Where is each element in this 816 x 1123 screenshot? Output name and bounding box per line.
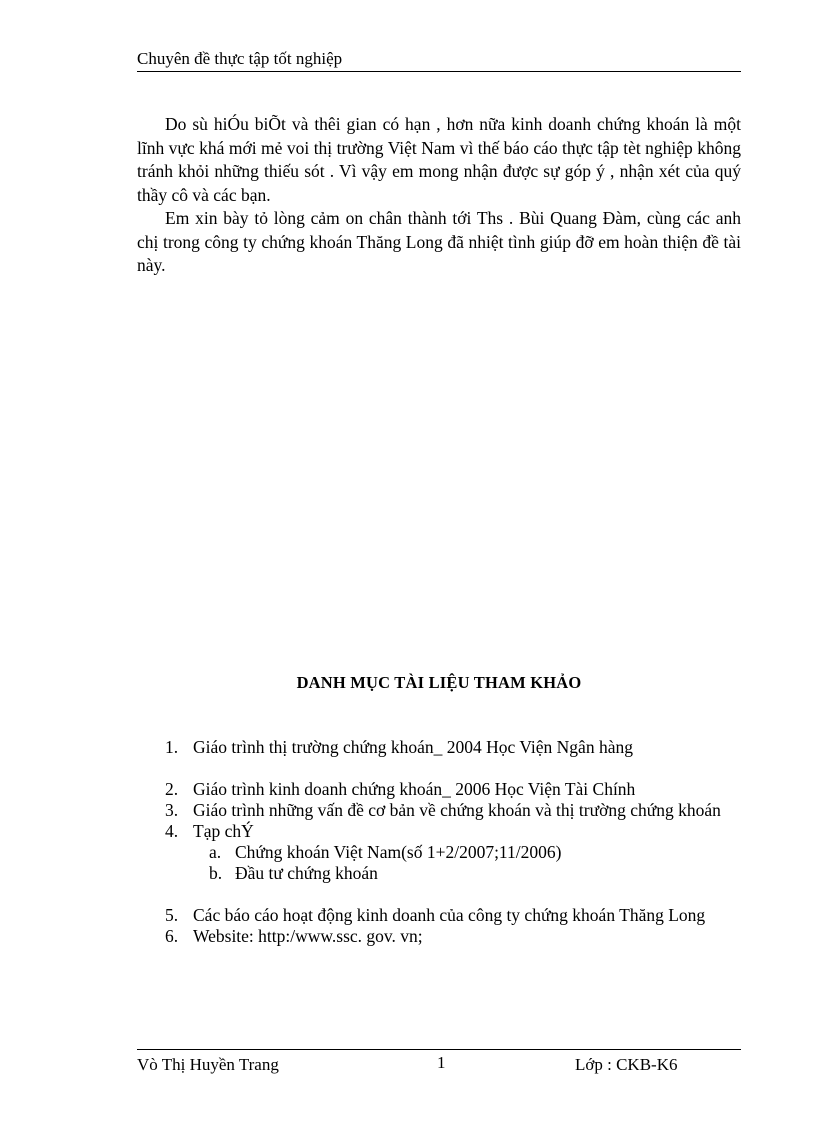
page-header bbox=[137, 48, 741, 72]
reference-subitem bbox=[193, 863, 741, 884]
references-title: DANH MỤC TÀI LIỆU THAM KHẢO bbox=[296, 673, 582, 692]
body-text bbox=[137, 113, 741, 278]
reference-text: Giáo trình những vấn đề cơ bản về chứng khoán và thị trường chứng khoán bbox=[193, 800, 721, 820]
reference-subitem-text: Chứng khoán Việt Nam(số 1+2/2007;11/2006) bbox=[235, 842, 562, 862]
reference-number: 6. bbox=[165, 926, 179, 946]
reference-subitem-letter: a. bbox=[209, 842, 222, 862]
paragraph: Do sù hiÓu biÕt và thêi gian có hạn , hơn nữa kinh doanh chứng khoán là một lĩnh vực khá mới mẻ voi thị trường Việt Nam vì thế báo cáo thực tập tèt nghiệp không tránh khỏi những thiếu sót . Vì vậy em mong nhận được sự góp ý , nhận xét của quý thầy cô và các bạn. bbox=[137, 114, 741, 205]
header-title: Chuyên đề thực tập tốt nghiệp bbox=[137, 49, 343, 68]
reference-number: 1. bbox=[165, 737, 179, 757]
reference-item bbox=[137, 737, 741, 758]
reference-text: Tạp chÝ bbox=[193, 821, 254, 841]
reference-subitem-text: Đầu tư chứng khoán bbox=[235, 863, 378, 883]
footer-class: Lớp : CKB-K6 bbox=[575, 1055, 678, 1074]
reference-number: 3. bbox=[165, 800, 179, 820]
reference-number: 4. bbox=[165, 821, 179, 841]
list-spacer bbox=[137, 758, 741, 779]
reference-item bbox=[137, 800, 741, 821]
references-list bbox=[137, 737, 741, 947]
reference-subitem-letter: b. bbox=[209, 863, 223, 883]
page-number: 1 bbox=[437, 1053, 446, 1072]
list-spacer bbox=[137, 884, 741, 905]
reference-sublist bbox=[193, 842, 741, 884]
reference-item bbox=[137, 926, 741, 947]
reference-item bbox=[137, 905, 741, 926]
reference-text: Giáo trình kinh doanh chứng khoán_ 2006 Học Viện Tài Chính bbox=[193, 779, 636, 799]
reference-text: Website: http:/www.ssc. gov. vn; bbox=[193, 926, 423, 946]
reference-number: 5. bbox=[165, 905, 179, 925]
reference-item bbox=[137, 821, 741, 884]
reference-text: Các báo cáo hoạt động kinh doanh của công ty chứng khoán Thăng Long bbox=[193, 905, 706, 925]
reference-number: 2. bbox=[165, 779, 179, 799]
reference-text: Giáo trình thị trường chứng khoán_ 2004 Học Viện Ngân hàng bbox=[193, 737, 633, 757]
footer-author: Vò Thị Huyền Trang bbox=[137, 1055, 279, 1074]
reference-subitem bbox=[193, 842, 741, 863]
reference-item bbox=[137, 779, 741, 800]
page-footer bbox=[137, 1049, 741, 1076]
paragraph: Em xin bày tỏ lòng cảm on chân thành tới Ths . Bùi Quang Đàm, cùng các anh chị trong công ty chứng khoán Thăng Long đã nhiệt tình giúp đỡ em hoàn thiện đề tài này. bbox=[137, 208, 741, 275]
